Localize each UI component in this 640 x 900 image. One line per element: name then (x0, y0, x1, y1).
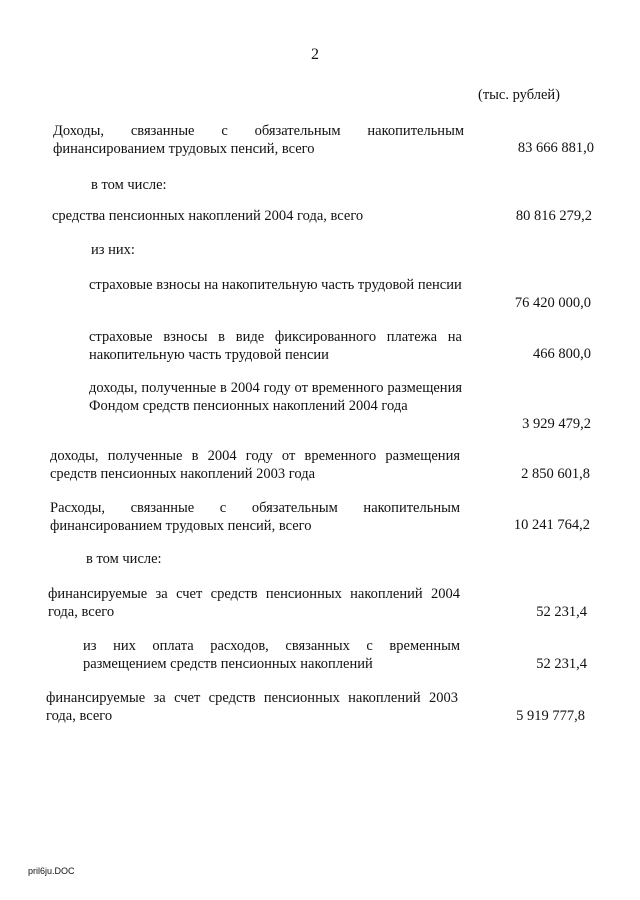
subheading-including: в том числе: (91, 177, 167, 193)
insurance-contributions-value: 76 420 000,0 (514, 295, 591, 311)
subheading-of-which: из них: (91, 242, 135, 258)
fund-placement-income-value: 3 929 479,2 (522, 416, 591, 432)
income-total-label: Доходы, связанные с обязательным накопительным финансированием трудовых пенсий, всего (53, 123, 464, 157)
fixed-payment-label: страховые взносы в виде фиксированного платежа на накопительную часть трудовой пенсии (89, 329, 462, 363)
page-number: 2 (311, 46, 319, 63)
placement-expenses-value: 52 231,4 (536, 656, 587, 672)
income-total-value: 83 666 881,0 (517, 140, 594, 156)
placement-income-2003-label: доходы, полученные в 2004 году от временного размещения средств пенсионных накоплений 2003 года (50, 448, 460, 482)
fixed-payment-value: 466 800,0 (533, 346, 591, 362)
insurance-contributions-label: страховые взносы на накопительную часть трудовой пенсии (89, 277, 462, 293)
savings-2004-label: средства пенсионных накоплений 2004 года, всего (52, 208, 364, 224)
financed-2003-value: 5 919 777,8 (516, 708, 585, 724)
subheading-including-2: в том числе: (86, 551, 162, 567)
footer-filename: pril6ju.DOC (28, 866, 75, 876)
expenses-total-label: Расходы, связанные с обязательным накопительным финансированием трудовых пенсий, всего (50, 500, 460, 534)
savings-2004-value: 80 816 279,2 (515, 208, 592, 224)
placement-expenses-label: из них оплата расходов, связанных с временным размещением средств пенсионных накоплений (83, 638, 460, 672)
units-label: (тыс. рублей) (478, 87, 560, 103)
financed-2003-label: финансируемые за счет средств пенсионных накоплений 2003 года, всего (46, 690, 458, 724)
expenses-total-value: 10 241 764,2 (513, 517, 590, 533)
financed-2004-value: 52 231,4 (536, 604, 587, 620)
financed-2004-label: финансируемые за счет средств пенсионных накоплений 2004 года, всего (48, 586, 460, 620)
fund-placement-income-label: доходы, полученные в 2004 году от временного размещения Фондом средств пенсионных накоплений 2004 года (89, 380, 462, 414)
placement-income-2003-value: 2 850 601,8 (521, 466, 590, 482)
